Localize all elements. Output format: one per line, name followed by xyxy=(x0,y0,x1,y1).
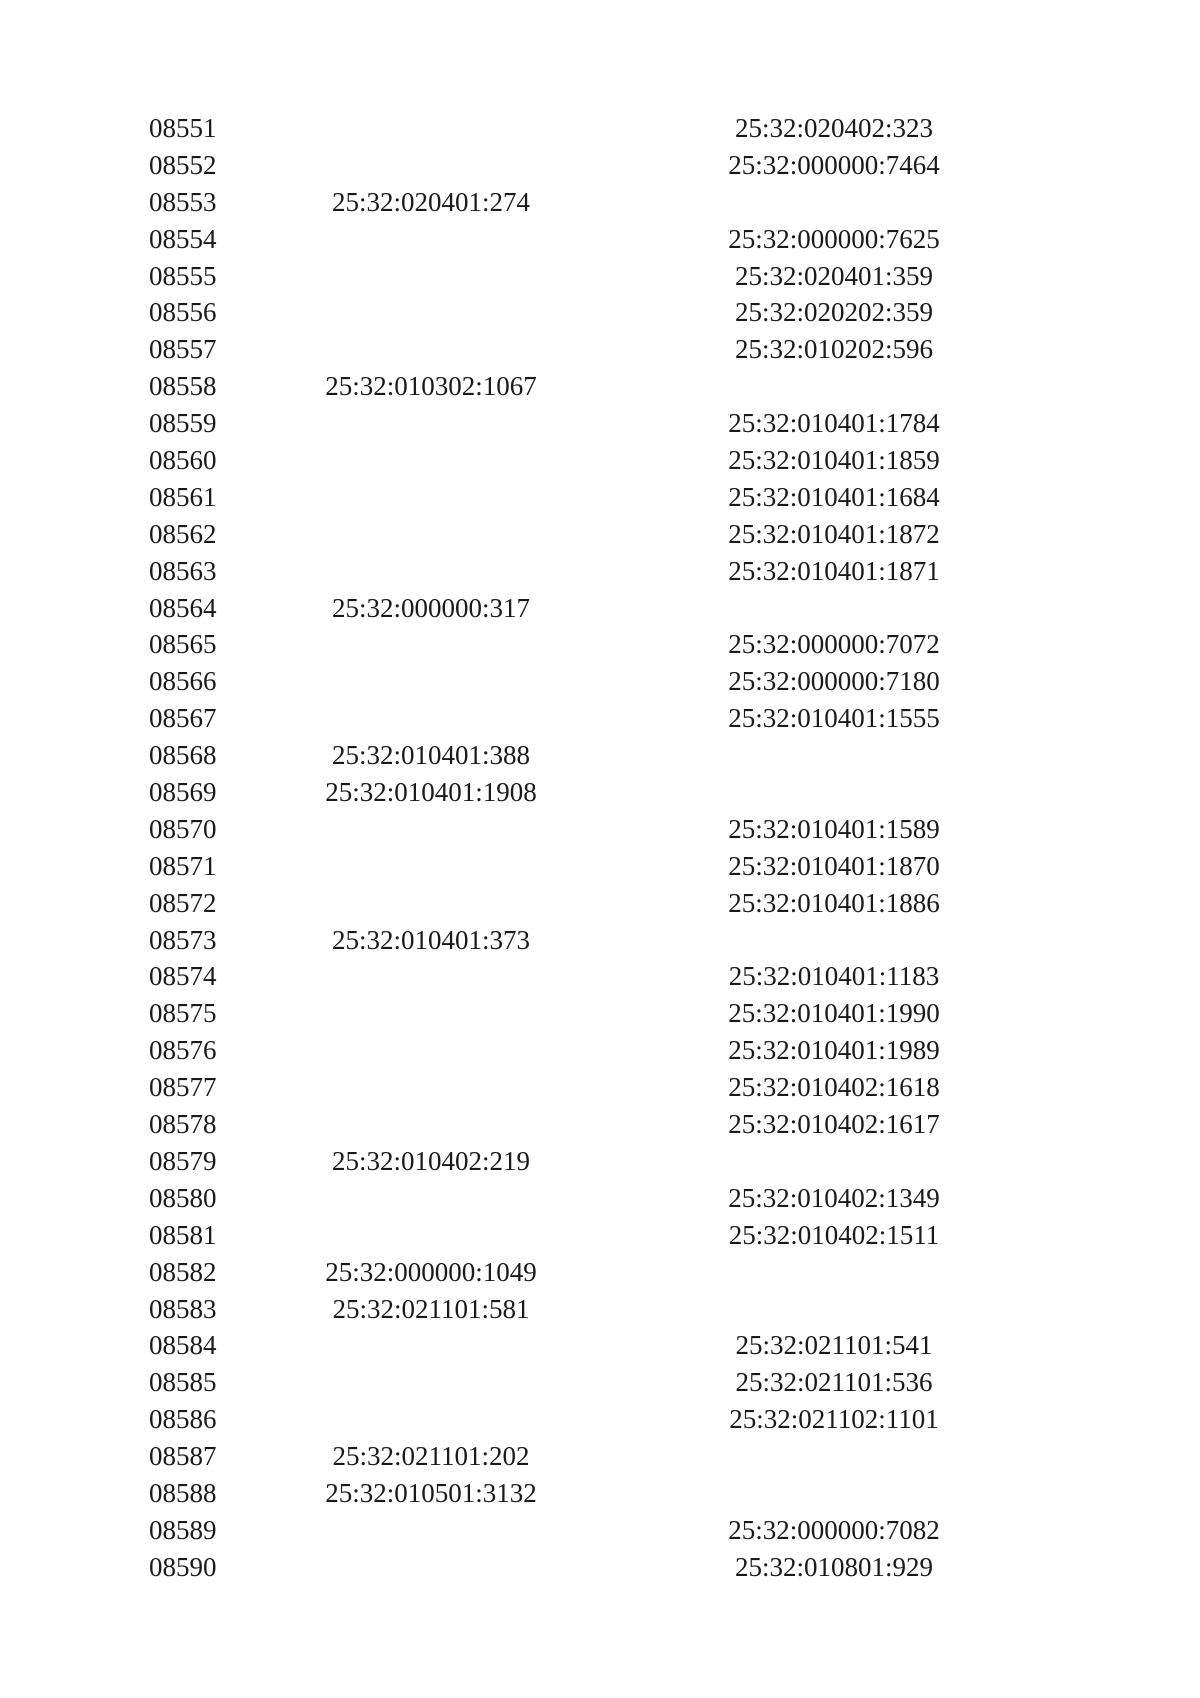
table-row xyxy=(0,626,1200,663)
cadastral-number-col1: 25:32:010401:1908 xyxy=(325,777,537,808)
cadastral-number-col1: 25:32:000000:317 xyxy=(331,592,530,623)
cadastral-number-col2: 25:32:010401:1859 xyxy=(728,445,940,476)
row-number: 08589 xyxy=(149,1514,217,1545)
table-row xyxy=(0,1327,1200,1364)
cadastral-number-col1: 25:32:020401:274 xyxy=(331,186,530,217)
row-number: 08560 xyxy=(149,445,217,476)
cadastral-number-col2: 25:32:010401:1871 xyxy=(728,555,940,586)
row-number: 08580 xyxy=(149,1182,217,1213)
row-number: 08551 xyxy=(149,113,217,143)
table-row xyxy=(0,1143,1200,1180)
cadastral-number-col2: 25:32:020202:359 xyxy=(734,297,933,328)
row-number: 08572 xyxy=(149,887,217,918)
cadastral-number-col2: 25:32:010402:1618 xyxy=(728,1072,940,1103)
row-number: 08571 xyxy=(149,850,217,881)
row-number: 08561 xyxy=(149,481,217,512)
cadastral-number-col2: 25:32:010402:1617 xyxy=(728,1109,940,1140)
row-number: 08585 xyxy=(149,1367,217,1398)
cadastral-number-col2: 25:32:010801:929 xyxy=(734,1551,933,1582)
table-row xyxy=(0,1475,1200,1512)
row-number: 08582 xyxy=(149,1256,217,1287)
table-row xyxy=(0,811,1200,848)
cadastral-number-col2: 25:32:020402:323 xyxy=(734,113,933,143)
cadastral-number-col2: 25:32:010401:1989 xyxy=(728,1035,940,1066)
table-row xyxy=(0,147,1200,184)
cadastral-number-col2: 25:32:000000:7180 xyxy=(728,666,940,697)
row-number: 08584 xyxy=(149,1330,217,1361)
table-row xyxy=(0,1254,1200,1291)
cadastral-number-col2: 25:32:010401:1990 xyxy=(728,998,940,1029)
row-number: 08578 xyxy=(149,1109,217,1140)
table-row xyxy=(0,848,1200,885)
table-row xyxy=(0,479,1200,516)
table-row xyxy=(0,958,1200,995)
cadastral-number-col2: 25:32:010401:1870 xyxy=(728,850,940,881)
row-number: 08590 xyxy=(149,1551,217,1582)
table-row xyxy=(0,1180,1200,1217)
cadastral-number-col1: 25:32:010401:373 xyxy=(331,924,530,955)
table-row xyxy=(0,553,1200,590)
table-row xyxy=(0,331,1200,368)
row-number: 08567 xyxy=(149,703,217,734)
row-number: 08573 xyxy=(149,924,217,955)
table-row xyxy=(0,1438,1200,1475)
table-row xyxy=(0,368,1200,405)
cadastral-number-col2: 25:32:010401:1872 xyxy=(728,518,940,549)
row-number: 08586 xyxy=(149,1404,217,1435)
record-list xyxy=(0,110,1200,1586)
table-row xyxy=(0,258,1200,295)
table-row xyxy=(0,516,1200,553)
table-row xyxy=(0,1401,1200,1438)
cadastral-number-col2: 25:32:000000:7082 xyxy=(728,1514,940,1545)
row-number: 08577 xyxy=(149,1072,217,1103)
row-number: 08553 xyxy=(149,186,217,217)
table-row xyxy=(0,995,1200,1032)
row-number: 08587 xyxy=(149,1441,217,1472)
row-number: 08557 xyxy=(149,334,217,365)
table-row xyxy=(0,184,1200,221)
table-row xyxy=(0,700,1200,737)
cadastral-number-col2: 25:32:010401:1555 xyxy=(728,703,940,734)
row-number: 08575 xyxy=(149,998,217,1029)
row-number: 08564 xyxy=(149,592,217,623)
row-number: 08576 xyxy=(149,1035,217,1066)
cadastral-number-col2: 25:32:010401:1684 xyxy=(728,481,940,512)
row-number: 08558 xyxy=(149,371,217,402)
table-row xyxy=(0,1032,1200,1069)
row-number: 08568 xyxy=(149,740,217,771)
table-row xyxy=(0,737,1200,774)
table-row xyxy=(0,1106,1200,1143)
table-row xyxy=(0,1364,1200,1401)
table-row xyxy=(0,221,1200,258)
table-row xyxy=(0,1291,1200,1328)
cadastral-number-col2: 25:32:010402:1349 xyxy=(728,1182,940,1213)
table-row xyxy=(0,885,1200,922)
cadastral-number-col2: 25:32:010401:1784 xyxy=(728,408,940,439)
table-row xyxy=(0,663,1200,700)
cadastral-number-col2: 25:32:021101:541 xyxy=(735,1330,933,1361)
table-row xyxy=(0,922,1200,959)
cadastral-number-col1: 25:32:010402:219 xyxy=(331,1145,530,1176)
cadastral-number-col2: 25:32:000000:7464 xyxy=(728,149,940,180)
cadastral-number-col2: 25:32:010401:1589 xyxy=(728,813,940,844)
row-number: 08588 xyxy=(149,1477,217,1508)
cadastral-number-col2: 25:32:010401:1886 xyxy=(728,887,940,918)
cadastral-number-col2: 25:32:021101:536 xyxy=(735,1367,933,1398)
cadastral-number-col2: 25:32:010401:1183 xyxy=(728,961,940,992)
table-row xyxy=(0,590,1200,627)
row-number: 08579 xyxy=(149,1145,217,1176)
cadastral-number-col1: 25:32:010302:1067 xyxy=(325,371,537,402)
row-number: 08562 xyxy=(149,518,217,549)
row-number: 08570 xyxy=(149,813,217,844)
table-row xyxy=(0,1069,1200,1106)
cadastral-number-col1: 25:32:010501:3132 xyxy=(325,1477,537,1508)
table-row xyxy=(0,1512,1200,1549)
row-number: 08552 xyxy=(149,149,217,180)
cadastral-number-col2: 25:32:000000:7072 xyxy=(728,629,940,660)
row-number: 08565 xyxy=(149,629,217,660)
table-row xyxy=(0,405,1200,442)
cadastral-number-col2: 25:32:020401:359 xyxy=(734,260,933,291)
row-number: 08554 xyxy=(149,223,217,254)
cadastral-number-col1: 25:32:000000:1049 xyxy=(325,1256,537,1287)
table-row xyxy=(0,294,1200,331)
row-number: 08574 xyxy=(149,961,217,992)
cadastral-number-col2: 25:32:021102:1101 xyxy=(729,1404,939,1435)
table-row xyxy=(0,442,1200,479)
row-number: 08569 xyxy=(149,777,217,808)
row-number: 08559 xyxy=(149,408,217,439)
row-number: 08563 xyxy=(149,555,217,586)
row-number: 08583 xyxy=(149,1293,217,1324)
row-number: 08566 xyxy=(149,666,217,697)
cadastral-number-col2: 25:32:000000:7625 xyxy=(728,223,940,254)
table-row xyxy=(0,1217,1200,1254)
row-number: 08556 xyxy=(149,297,217,328)
cadastral-number-col1: 25:32:021101:202 xyxy=(332,1441,530,1472)
cadastral-number-col2: 25:32:010202:596 xyxy=(734,334,933,365)
cadastral-number-col1: 25:32:010401:388 xyxy=(331,740,530,771)
table-row xyxy=(0,1549,1200,1586)
table-row xyxy=(0,774,1200,811)
row-number: 08555 xyxy=(149,260,217,291)
cadastral-number-col1: 25:32:021101:581 xyxy=(332,1293,530,1324)
cadastral-number-col2: 25:32:010402:1511 xyxy=(728,1219,940,1250)
table-row xyxy=(0,110,1200,147)
row-number: 08581 xyxy=(149,1219,217,1250)
